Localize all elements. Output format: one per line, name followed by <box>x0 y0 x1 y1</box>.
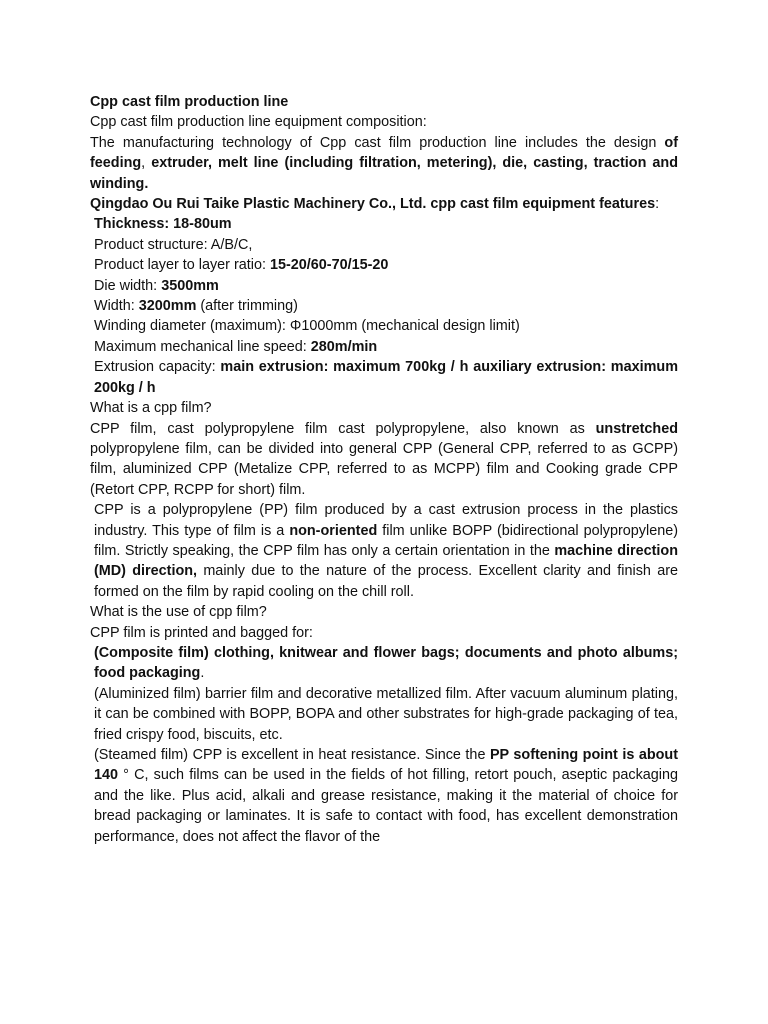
company-features-heading: Qingdao Ou Rui Taike Plastic Machinery Co., Ltd. cpp cast film equipment features: <box>90 196 660 213</box>
paragraph-cpp-definition: CPP film, cast polypropylene film cast polypropylene, also known as unstretched polypropylene film, can be divided into general CPP (General CPP, referred to as GCPP) film, aluminized CPP (Metalize CPP, referred to as MCPP) film and Cooking grade CPP (Retort CPP, RCPP for short) film. <box>90 420 678 498</box>
document-page <box>90 92 678 847</box>
question-use-of-cpp: What is the use of cpp film? <box>90 604 267 621</box>
use-aluminized-film: (Aluminized film) barrier film and decorative metallized film. After vacuum aluminum plating, it can be combined with BOPP, BOPA and other substrates for high-grade packaging of tea, fried crispy food, biscuits, etc. <box>94 685 678 743</box>
doc-subtitle: Cpp cast film production line equipment composition: <box>90 114 427 131</box>
question-what-is-cpp: What is a cpp film? <box>90 400 212 417</box>
doc-title: Cpp cast film production line <box>90 94 289 110</box>
feature-speed: Maximum mechanical line speed: 280m/min <box>94 338 378 355</box>
feature-die-width: Die width: 3500mm <box>94 277 219 294</box>
intro-paragraph: The manufacturing technology of Cpp cast film production line includes the design of feeding, extruder, melt line (including filtration, metering), die, casting, traction and winding. <box>90 134 678 192</box>
use-steamed-film: (Steamed film) CPP is excellent in heat resistance. Since the PP softening point is about 140 ° C, such films can be used in the fields of hot filling, retort pouch, aseptic packaging and the like. Plus acid, alkali and grease resistance, making it the material of choice for bread packaging or laminates. It is safe to contact with food, has excellent demonstration performance, does not affect the flavor of the <box>94 747 678 845</box>
feature-width: Width: 3200mm (after trimming) <box>94 298 298 315</box>
paragraph-cpp-process: CPP is a polypropylene (PP) film produced by a cast extrusion process in the plastics industry. This type of film is a non-oriented film unlike BOPP (bidirectional polypropylene) film. Strictly speaking, the CPP film has only a certain orientation in the machine direction (MD) direction, mainly due to the nature of the process. Excellent clarity and finish are formed on the film by rapid cooling on the chill roll. <box>94 502 678 600</box>
feature-ratio: Product layer to layer ratio: 15-20/60-70/15-20 <box>94 257 389 274</box>
feature-extrusion: Extrusion capacity: main extrusion: maximum 700kg / h auxiliary extrusion: maximum 200kg / h <box>94 359 678 396</box>
feature-winding: Winding diameter (maximum): Φ1000mm (mechanical design limit) <box>94 318 520 335</box>
printed-bagged-line: CPP film is printed and bagged for: <box>90 624 313 641</box>
feature-structure: Product structure: A/B/C, <box>94 236 253 253</box>
feature-thickness: Thickness: 18-80um <box>94 216 232 233</box>
use-composite-film: (Composite film) clothing, knitwear and flower bags; documents and photo albums; food packaging. <box>94 644 678 682</box>
